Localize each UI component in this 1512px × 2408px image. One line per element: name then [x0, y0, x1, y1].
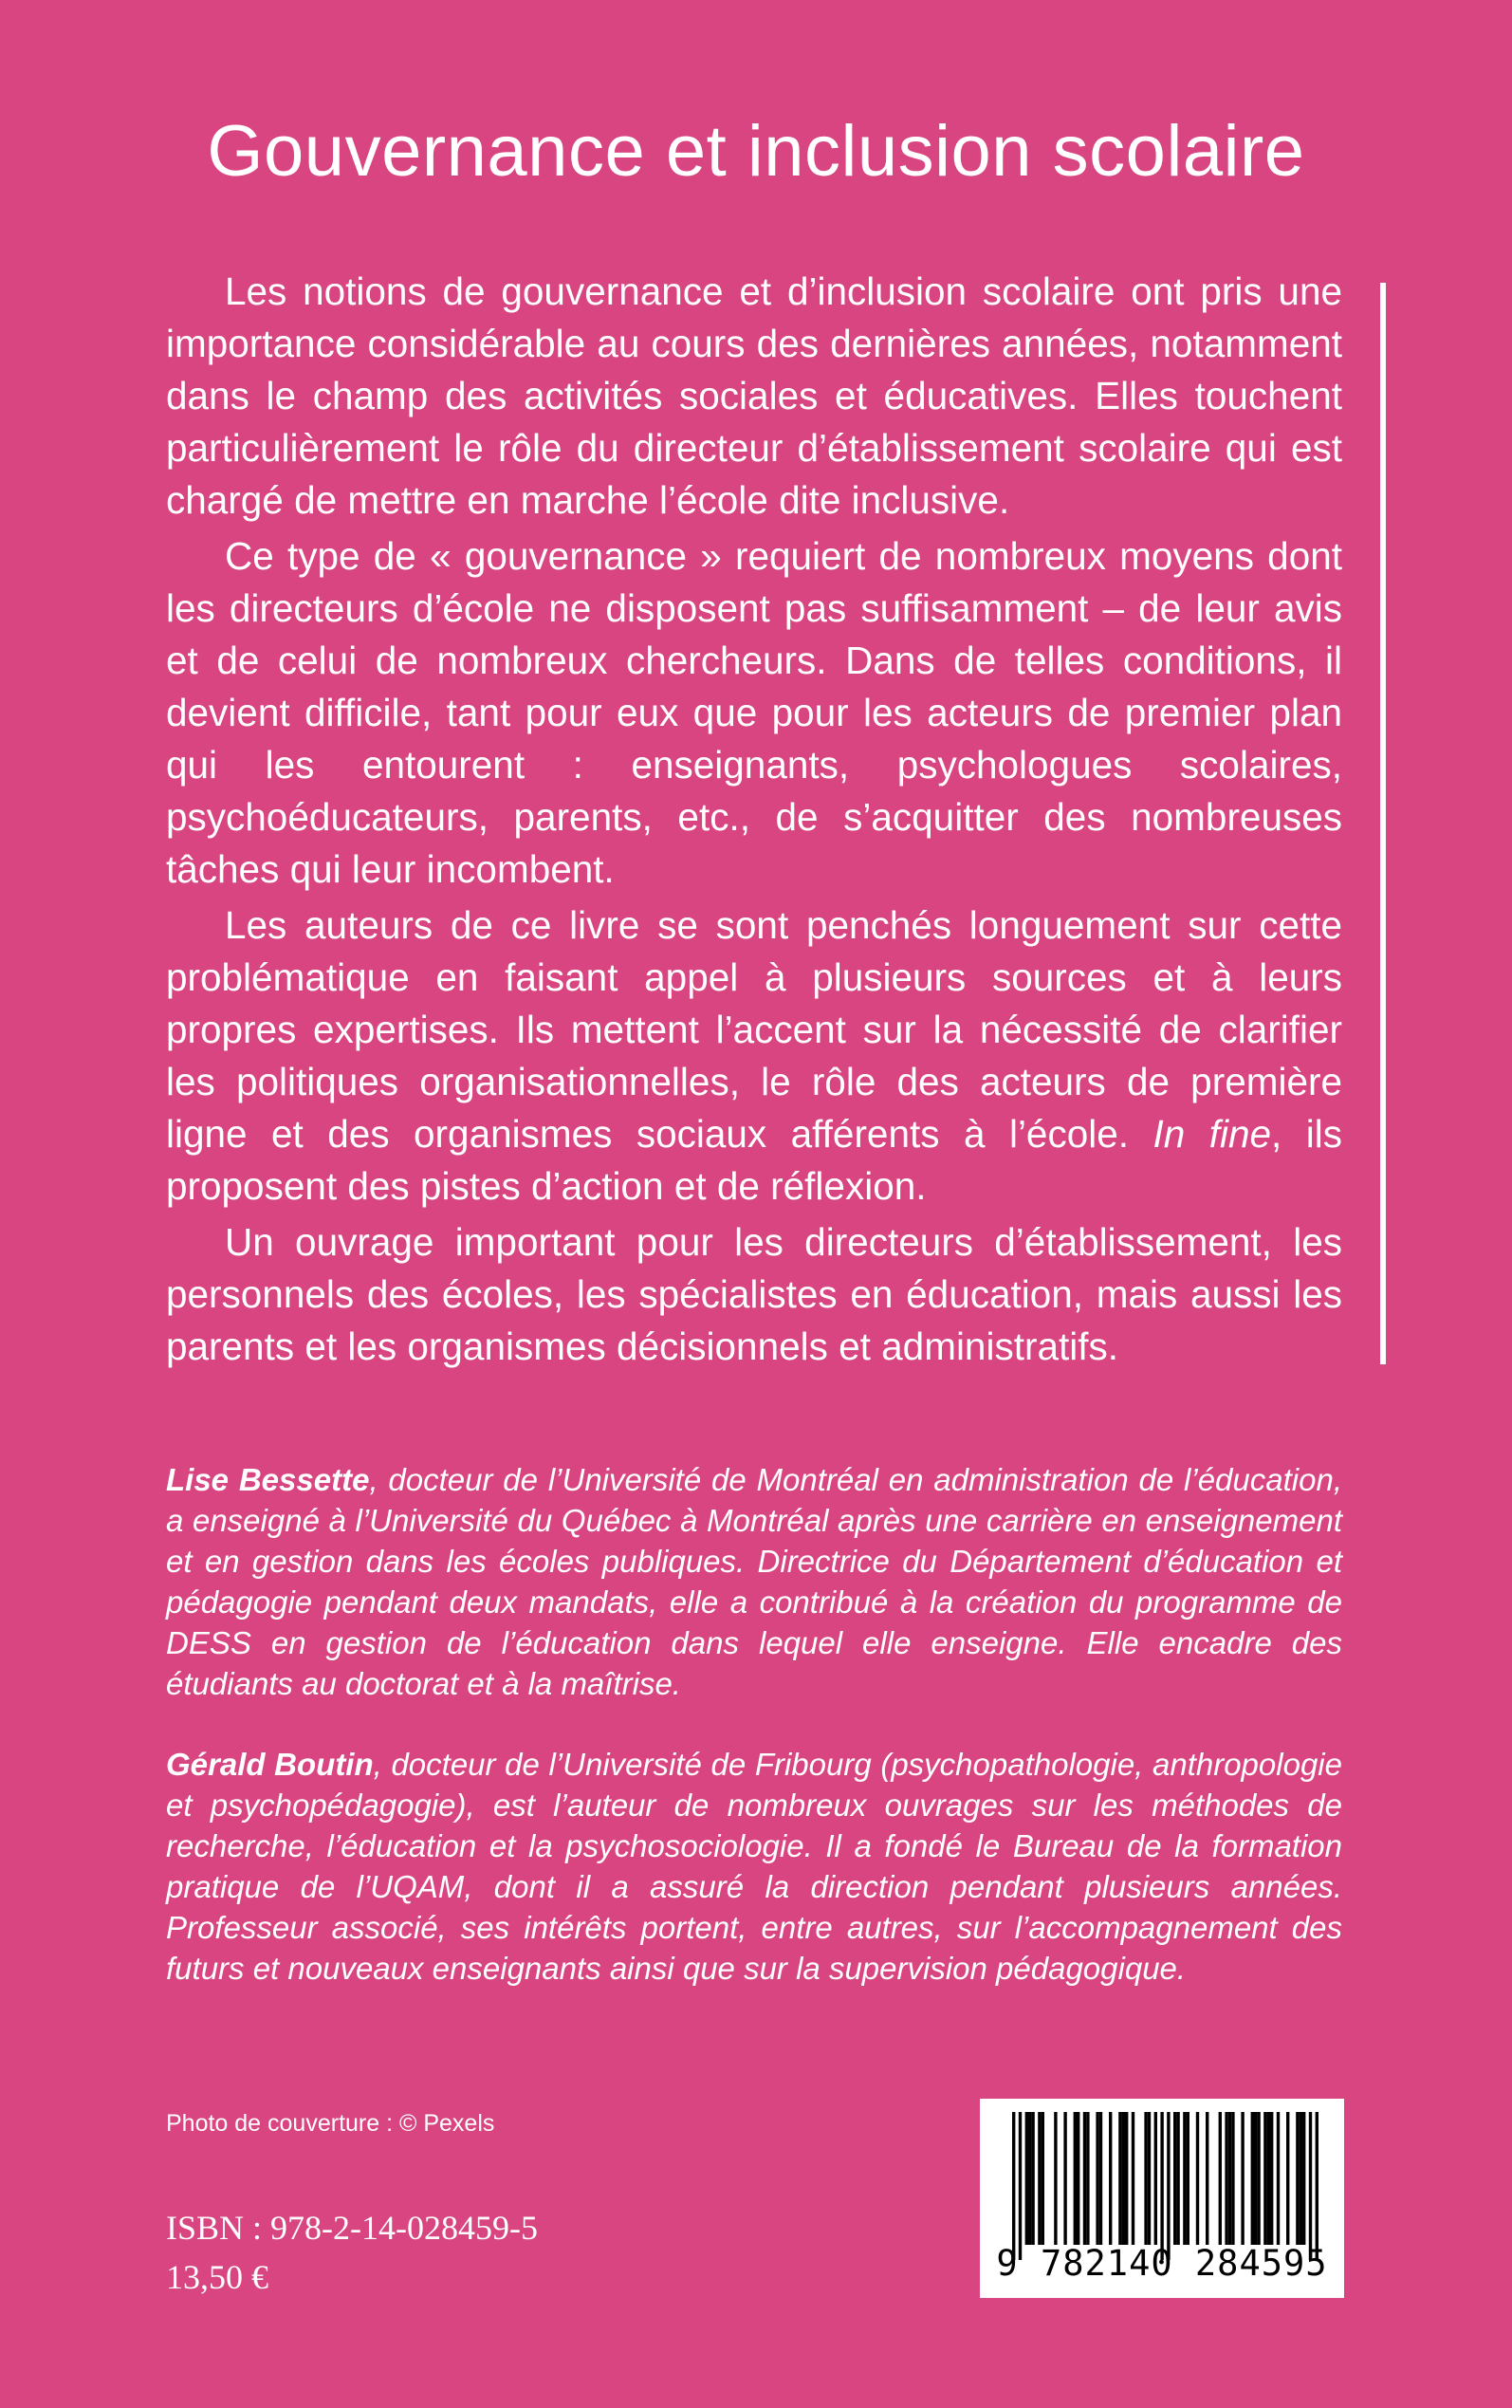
barcode-bar [1099, 2112, 1102, 2245]
barcode [980, 2099, 1344, 2298]
barcode-bar [1019, 2112, 1022, 2260]
barcode-bar [1096, 2112, 1098, 2245]
decorative-vertical-rule [1380, 283, 1386, 1364]
barcode-bar [1173, 2112, 1176, 2245]
book-title: Gouvernance et inclusion scolaire [207, 111, 1305, 192]
summary-paragraph-4: Un ouvrage important pour les directeurs d’établissement, les personnels des écoles, les spécialistes en éducation, mais aussi les parents et les organismes décisionnels et administratifs. [166, 1220, 1342, 1368]
barcode-bar [1028, 2112, 1031, 2245]
barcode-bar [1228, 2112, 1231, 2245]
summary-paragraph-3 [166, 899, 1342, 1213]
barcode-bar [1316, 2112, 1318, 2260]
barcode-bar [1219, 2112, 1222, 2245]
barcode-bar [1077, 2112, 1079, 2245]
summary-paragraph-2: Ce type de « gouvernance » requiert de nombreux moyens dont les directeurs d’école ne disposent pas suffisamment – de leur avis et de celui de nombreux chercheurs. Dans de telles conditions, il devient difficile, tant pour eux que pour les acteurs de premier plan qui les entourent : enseignants, psychologues scolaires, psychoéducateurs, parents, etc., de s’acquitter des nombreuses tâches qui leur incombent. [166, 534, 1342, 891]
barcode-bar [1251, 2112, 1254, 2245]
barcode-bar [1225, 2112, 1227, 2245]
barcode-bar [1296, 2112, 1299, 2245]
author-name: Lise Bessette [166, 1462, 370, 1497]
summary-p3-text-end: , ils proposent des pistes d’action et de réflexion. [166, 1112, 1342, 1208]
barcode-bar [1144, 2112, 1147, 2245]
barcode-bar [1176, 2112, 1179, 2245]
barcode-bar [1074, 2112, 1077, 2245]
barcode-bar [1183, 2112, 1186, 2245]
barcode-bar [1109, 2112, 1112, 2245]
barcode-bar [1012, 2112, 1015, 2260]
author-bio [166, 1744, 1342, 1989]
barcode-digits: 9 782140 284595 [996, 2243, 1328, 2284]
barcode-bar [1125, 2112, 1128, 2245]
barcode-bar [1054, 2112, 1057, 2245]
barcode-bar [1083, 2112, 1086, 2245]
barcode-bar [1025, 2112, 1028, 2245]
barcode-bar [1160, 2112, 1163, 2260]
author-name: Gérald Boutin [166, 1747, 374, 1782]
barcode-bar [1042, 2112, 1044, 2245]
barcode-bar [1118, 2112, 1121, 2245]
barcode-bar [1231, 2112, 1234, 2245]
summary-p3-text: Les auteurs de ce livre se sont penchés longuement sur cette problématique en faisant appel à plusieurs sources et à leurs propres expertises. Ils mettent l’accent sur la nécessité de clarifier les politiques organisationnelles, le rôle des acteurs de première ligne et des organismes sociaux afférents à l’école. [166, 903, 1342, 1156]
barcode-bar [1196, 2112, 1199, 2245]
barcode-bar [1063, 2112, 1066, 2245]
barcode-bar [1286, 2112, 1289, 2245]
barcode-bar [1086, 2112, 1089, 2245]
barcode-bar [1270, 2112, 1273, 2245]
barcode-bar [1254, 2112, 1257, 2245]
barcode-bar [1309, 2112, 1312, 2260]
author-bio [166, 1459, 1342, 1704]
barcode-bar [1302, 2112, 1305, 2245]
barcode-bar [1263, 2112, 1266, 2245]
isbn-block [166, 2203, 538, 2302]
isbn-number: ISBN : 978-2-14-028459-5 [166, 2209, 538, 2247]
author-bios [166, 1459, 1342, 2028]
barcode-bar [1241, 2112, 1244, 2245]
barcode-bar [1267, 2112, 1270, 2245]
barcode-bar [1122, 2112, 1125, 2245]
barcode-bar [1031, 2112, 1034, 2245]
barcode-bar [1154, 2112, 1157, 2245]
summary-paragraph-1: Les notions de gouvernance et d’inclusion scolaire ont pris une importance considérable au cours des dernières années, notamment dans le champ des activités sociales et éducatives. Elles touchent particulièrement le rôle du directeur d’établissement scolaire qui est chargé de mettre en marche l’école dite inclusive. [166, 269, 1342, 522]
barcode-bar [1187, 2112, 1189, 2245]
barcode-bar [1257, 2112, 1260, 2245]
barcode-bar [1300, 2112, 1302, 2245]
barcode-bar [1277, 2112, 1280, 2245]
author-bio-text: , docteur de l’Université de Montréal en administration de l’éducation, a enseigné à l’Université du Québec à Montréal après une carrière en enseignement et en gestion dans les écoles publiques. Directrice du Département d’éducation et pédagogie pendant deux mandats, elle a contribué à la création du programme de DESS en gestion de l’éducation dans lequel elle enseigne. Elle encadre des étudiants au doctorat et à la maîtrise. [166, 1462, 1342, 1701]
barcode-bar [1148, 2112, 1151, 2245]
barcode-bar [1038, 2112, 1041, 2245]
book-summary [166, 266, 1342, 1377]
photo-credit: Photo de couverture : © Pexels [166, 2110, 495, 2137]
summary-p3-italic: In fine [1152, 1112, 1272, 1156]
price: 13,50 € [166, 2258, 268, 2296]
author-bio-text: , docteur de l’Université de Fribourg (psychopathologie, anthropologie et psychopédagogie), est l’auteur de nombreux ouvrages sur les méthodes de recherche, l’éducation et la psychosociologie. Il a fondé le Bureau de la formation pratique de l’UQAM, dont il a assuré la direction pendant plusieurs années. Professeur associé, ses intérêts portent, entre autres, sur l’accompagnement des futurs et nouveaux enseignants ainsi que sur la supervision pédagogique. [166, 1747, 1342, 1986]
barcode-bar [1167, 2112, 1170, 2260]
barcode-bar [1132, 2112, 1134, 2245]
barcode-bar [1206, 2112, 1208, 2245]
